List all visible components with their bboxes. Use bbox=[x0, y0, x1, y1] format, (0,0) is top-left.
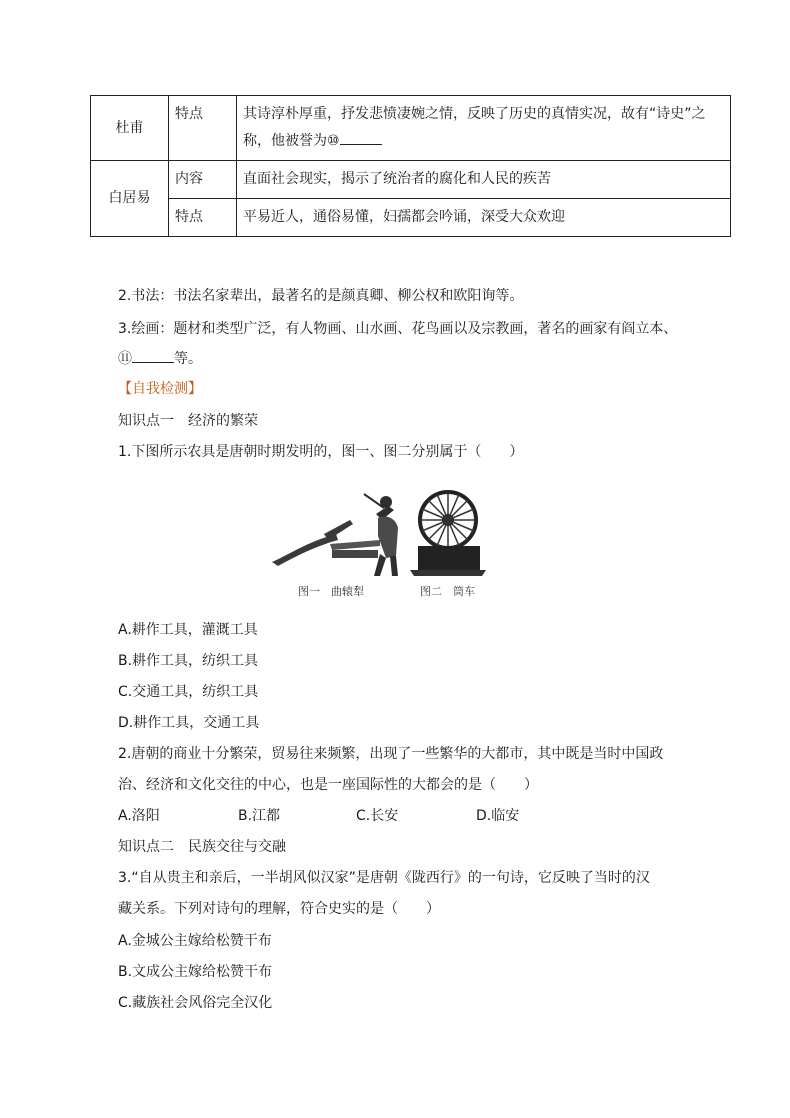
table-row bbox=[91, 199, 731, 237]
poet-name-du-fu: 杜甫 bbox=[91, 96, 169, 161]
curved-plough-illustration bbox=[272, 494, 398, 576]
bai-juyi-feature-text: 平易近人，通俗易懂，妇孺都会吟诵，深受大众欢迎 bbox=[237, 199, 731, 237]
painting-blank-prefix: ⑪ bbox=[118, 351, 132, 367]
du-fu-feature-text bbox=[237, 96, 731, 161]
poet-name-bai-juyi: 白居易 bbox=[91, 161, 169, 237]
du-fu-feature-line1: 其诗淳朴厚重，抒发悲愤凄婉之情，反映了历史的真情实况，故有“诗史”之 bbox=[243, 106, 706, 122]
question-3-line1: 3.“自从贵主和亲后，一半胡风似汉家”是唐朝《陇西行》的一句诗，它反映了当时的汉 bbox=[118, 870, 650, 886]
feature-label: 特点 bbox=[169, 199, 237, 237]
q3-option-b[interactable]: B.文成公主嫁给松赞干布 bbox=[118, 964, 273, 980]
q2-option-a[interactable]: A.洛阳 bbox=[118, 808, 160, 824]
knowledge-point-1: 知识点一 经济的繁荣 bbox=[118, 413, 258, 429]
painting-text-line1: 3.绘画：题材和类型广泛，有人物画、山水画、花鸟画以及宗教画，著名的画家有阎立本、 bbox=[118, 321, 678, 337]
question-2-line1: 2.唐朝的商业十分繁荣，贸易往来频繁，出现了一些繁华的大都市，其中既是当时中国政 bbox=[118, 746, 664, 762]
content-label: 内容 bbox=[169, 161, 237, 199]
du-fu-feature-line2: 称，他被誉为⑩ bbox=[243, 133, 340, 149]
table-row bbox=[91, 161, 731, 199]
q2-option-d[interactable]: D.临安 bbox=[476, 808, 520, 824]
calligraphy-text: 2.书法：书法名家辈出，最著名的是颜真卿、柳公权和欧阳询等。 bbox=[118, 288, 524, 304]
q2-option-c[interactable]: C.长安 bbox=[356, 808, 399, 824]
painting-blank-suffix: 等。 bbox=[174, 351, 202, 367]
q2-options-row bbox=[118, 805, 519, 825]
self-check-heading: 【自我检测】 bbox=[118, 381, 202, 397]
q3-option-a[interactable]: A.金城公主嫁给松赞干布 bbox=[118, 933, 272, 949]
tube-waterwheel-illustration bbox=[410, 492, 486, 576]
table-row bbox=[91, 96, 731, 161]
figure-1-caption: 图一 曲辕犁 bbox=[298, 585, 364, 598]
answer-blank-10[interactable] bbox=[340, 130, 382, 145]
bai-juyi-content-text: 直面社会现实，揭示了统治者的腐化和人民的疾苦 bbox=[237, 161, 731, 199]
painting-text-line2 bbox=[118, 348, 202, 368]
question-3-line2: 藏关系。下列对诗句的理解，符合史实的是（ ） bbox=[118, 901, 440, 917]
q1-option-c[interactable]: C.交通工具，纺织工具 bbox=[118, 684, 259, 700]
question-1-stem: 1.下图所示农具是唐朝时期发明的，图一、图二分别属于（ ） bbox=[118, 444, 524, 460]
q1-option-b[interactable]: B.耕作工具，纺织工具 bbox=[118, 653, 259, 669]
q2-option-b[interactable]: B.江都 bbox=[238, 808, 281, 824]
feature-label: 特点 bbox=[169, 96, 237, 161]
answer-blank-11[interactable] bbox=[132, 348, 174, 363]
knowledge-point-2: 知识点二 民族交往与交融 bbox=[118, 839, 286, 855]
poets-table bbox=[90, 95, 731, 237]
figure-2-caption: 图二 筒车 bbox=[420, 585, 475, 598]
q3-option-c[interactable]: C.藏族社会风俗完全汉化 bbox=[118, 995, 273, 1011]
q1-option-a[interactable]: A.耕作工具，灌溉工具 bbox=[118, 622, 258, 638]
q1-option-d[interactable]: D.耕作工具，交通工具 bbox=[118, 715, 260, 731]
question-2-line2: 治、经济和文化交往的中心，也是一座国际性的大都会的是（ ） bbox=[118, 777, 538, 793]
